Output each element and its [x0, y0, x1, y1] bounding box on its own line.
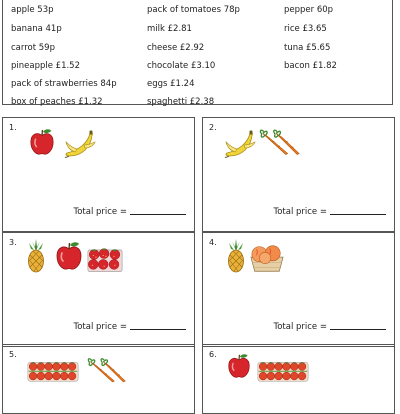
question-number: 2.: [209, 123, 217, 132]
price-item: carrot 59p: [11, 43, 55, 53]
price-item: eggs £1.24: [147, 79, 195, 89]
total-price-answer-line[interactable]: [330, 214, 386, 215]
price-item: pepper 60p: [284, 5, 334, 15]
question-number: 4.: [209, 238, 217, 247]
total-price-label: Total price =: [273, 207, 327, 217]
price-item: tuna £5.65: [284, 43, 331, 53]
question-number: 6.: [209, 350, 217, 359]
pineapple-icon: [27, 239, 45, 273]
question-panel-2: [202, 117, 395, 232]
question-panel-3: [2, 232, 195, 347]
price-item: milk £2.81: [147, 24, 192, 34]
total-price-answer-line[interactable]: [130, 214, 186, 215]
total-price-line: [273, 322, 386, 332]
strawberries-icon: [87, 245, 123, 273]
total-price-line: [73, 322, 186, 332]
price-item: apple 53p: [11, 5, 54, 15]
price-item: pack of tomatoes 78p: [147, 5, 240, 15]
question-panel-6: [202, 344, 395, 414]
total-price-line: [73, 207, 186, 217]
question-number: 1.: [9, 123, 17, 132]
total-price-answer-line[interactable]: [330, 329, 386, 330]
price-item: rice £3.65: [284, 24, 327, 34]
price-item: pineapple £1.52: [11, 61, 81, 71]
price-item: spaghetti £2.38: [147, 97, 215, 107]
tomatoes-icon: [253, 357, 313, 383]
apple-icon: [55, 241, 83, 271]
question-number: 3.: [9, 238, 17, 247]
carrots-icon: [259, 128, 301, 158]
tomatoes-icon: [23, 357, 83, 383]
apple-icon: [227, 353, 251, 379]
banana-icon: [223, 130, 257, 160]
question-panel-1: [2, 117, 195, 232]
banana-icon: [63, 130, 97, 160]
price-list-box: [2, 0, 393, 105]
price-item: pack of strawberries 84p: [11, 79, 117, 89]
price-item: bacon £1.82: [284, 61, 337, 71]
total-price-label: Total price =: [273, 322, 327, 332]
apple-icon: [29, 128, 55, 156]
question-panel-4: [202, 232, 395, 347]
total-price-label: Total price =: [73, 322, 127, 332]
price-item: banana 41p: [11, 24, 62, 34]
total-price-line: [273, 207, 386, 217]
question-panel-5: [2, 344, 195, 414]
peaches-icon: [249, 243, 285, 273]
question-number: 5.: [9, 350, 17, 359]
total-price-answer-line[interactable]: [130, 329, 186, 330]
price-item: chocolate £3.10: [147, 61, 216, 71]
pineapple-icon: [227, 239, 245, 273]
total-price-label: Total price =: [73, 207, 127, 217]
carrots-icon: [87, 357, 127, 385]
price-item: box of peaches £1.32: [11, 97, 103, 107]
price-item: cheese £2.92: [147, 43, 205, 53]
